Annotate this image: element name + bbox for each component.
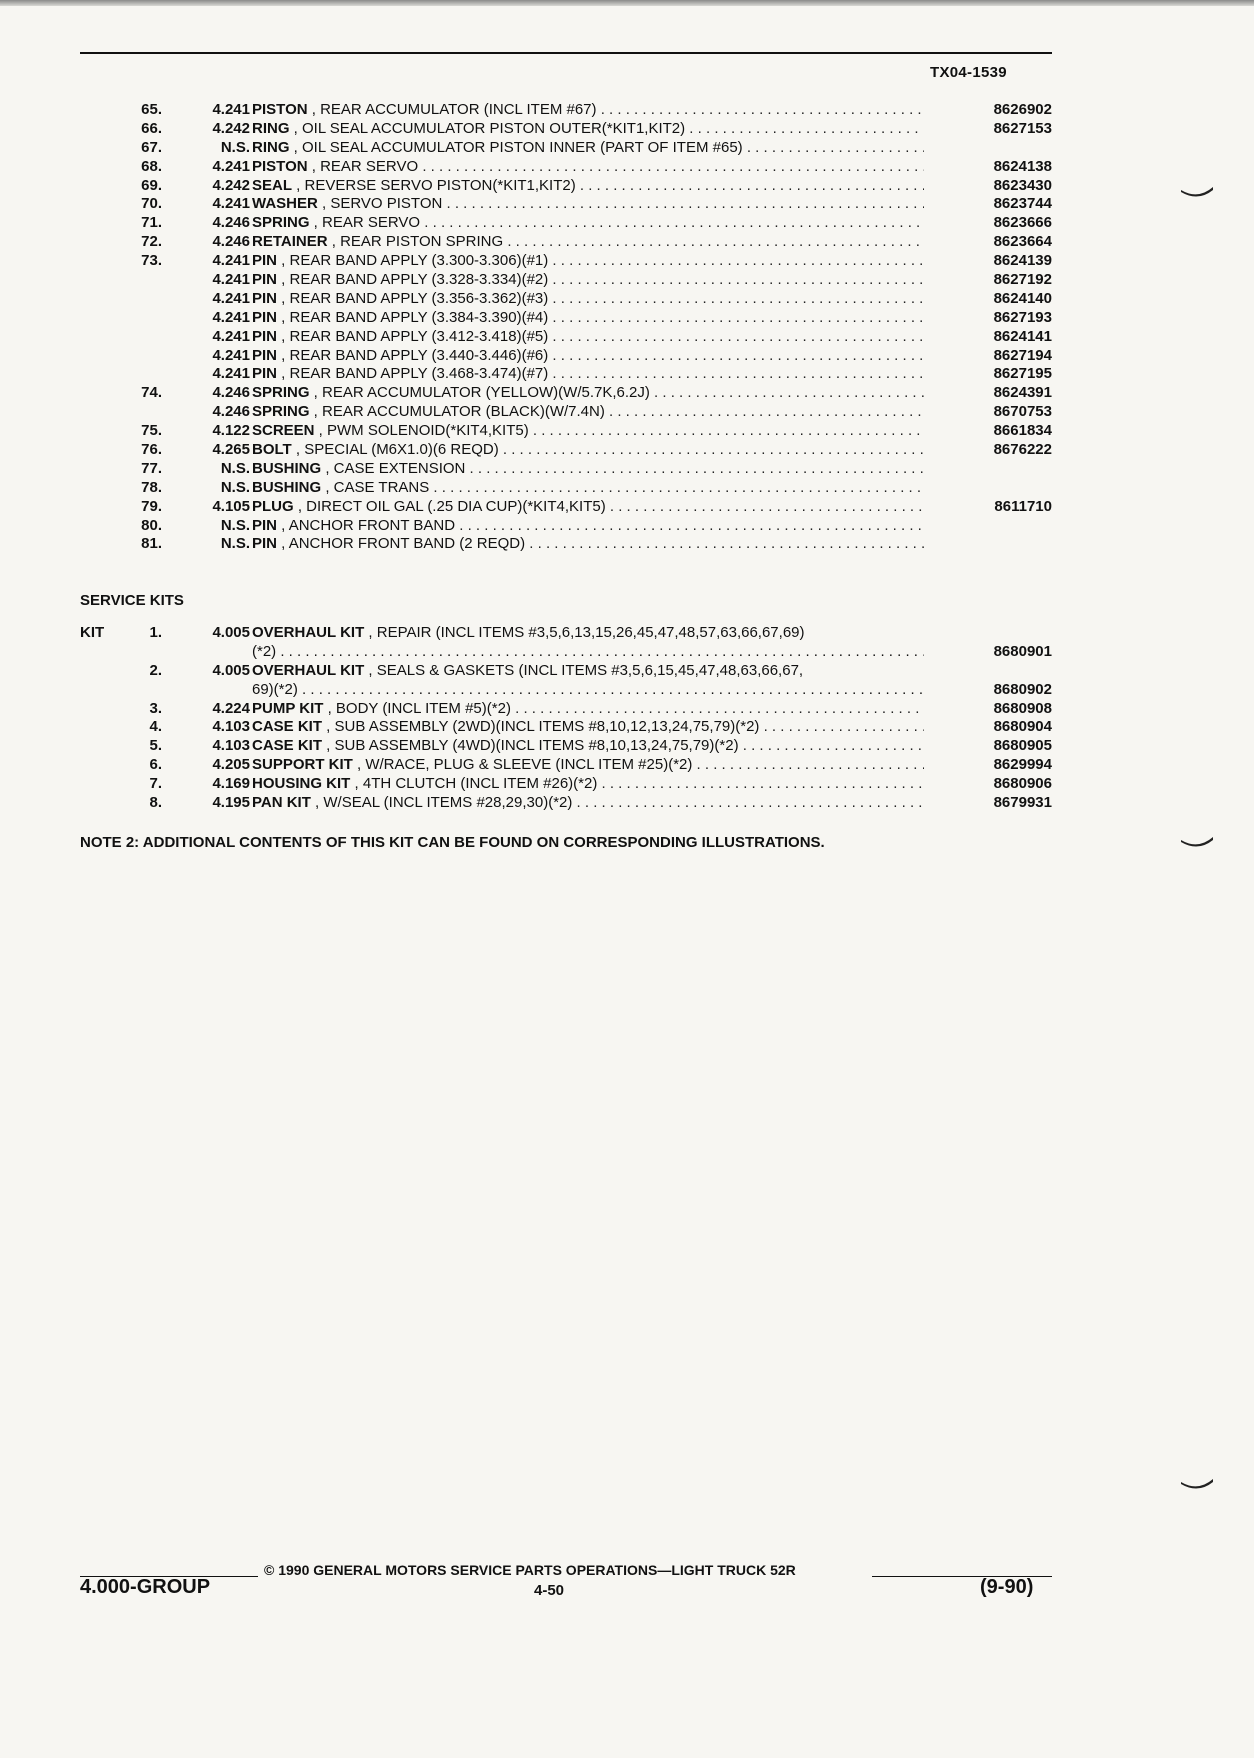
part-number: 8626902: [993, 101, 1052, 118]
part-number: 8670753: [993, 403, 1052, 421]
part-detail: , PWM SOLENOID(*KIT4,KIT5): [314, 422, 529, 440]
part-number: 8629994: [993, 756, 1052, 774]
item-number: 71.: [141, 214, 162, 232]
kit-number: 5.: [149, 737, 162, 755]
kit-number: 6.: [149, 756, 162, 774]
part-name: PISTON: [252, 157, 308, 175]
group-number: 4.205: [212, 756, 250, 774]
kit-detail: , 4TH CLUTCH (INCL ITEM #26)(*2): [350, 775, 598, 793]
kit-description: [252, 662, 924, 681]
part-name: RETAINER: [252, 233, 328, 251]
item-number: 65.: [141, 101, 162, 118]
item-number: 81.: [141, 535, 162, 553]
part-row: [80, 120, 1052, 139]
footer-copyright: © 1990 GENERAL MOTORS SERVICE PARTS OPERATIONS—LIGHT TRUCK 52R: [264, 1562, 796, 1578]
kit-name: PAN KIT: [252, 794, 311, 812]
part-detail: , SERVO PISTON: [317, 195, 443, 213]
kit-detail: , W/RACE, PLUG & SLEEVE (INCL ITEM #25)(*2): [352, 756, 693, 774]
group-number: 4.246: [212, 233, 250, 251]
part-detail: , REAR BAND APPLY (3.412-3.418)(#5): [277, 327, 549, 345]
item-number: 75.: [141, 422, 162, 440]
part-description: [252, 120, 924, 139]
group-number: 4.241: [212, 327, 250, 345]
part-number: 8624140: [993, 289, 1052, 307]
part-number: 8623430: [993, 176, 1052, 194]
part-row: [80, 195, 1052, 214]
part-description: [252, 441, 924, 460]
group-number: N.S.: [220, 478, 250, 496]
kit-number: 4.: [149, 718, 162, 736]
kit-detail: , REPAIR (INCL ITEMS #3,5,6,13,15,26,45,47,48,57,63,66,67,69): [364, 624, 805, 641]
part-description: [252, 214, 924, 233]
part-row: [80, 290, 1052, 309]
kit-label: KIT: [80, 624, 105, 641]
group-number: 4.241: [212, 101, 250, 118]
part-name: PIN: [252, 365, 278, 383]
part-detail: , CASE TRANS: [321, 478, 430, 496]
part-description: [252, 139, 924, 158]
kit-description: [252, 700, 924, 719]
part-detail: , REAR BAND APPLY (3.300-3.306)(#1): [277, 252, 549, 270]
part-detail: , DIRECT OIL GAL (.25 DIA CUP)(*KIT4,KIT5): [293, 497, 606, 515]
part-detail: , REAR BAND APPLY (3.384-3.390)(#4): [277, 308, 549, 326]
part-description: [252, 422, 924, 441]
part-description: [252, 365, 924, 384]
binder-hole-mark-icon: [1180, 186, 1214, 198]
kit-description: [252, 718, 924, 737]
part-name: SPRING: [252, 403, 310, 421]
kit-description: [252, 756, 924, 775]
part-row: [80, 460, 1052, 479]
part-name: BUSHING: [252, 459, 322, 477]
part-name: SPRING: [252, 214, 310, 232]
kit-number: 8.: [149, 794, 162, 812]
kit-row: [80, 700, 1052, 719]
item-number: 72.: [141, 233, 162, 251]
part-number: 8624138: [993, 157, 1052, 175]
part-name: PIN: [252, 516, 278, 534]
group-number: 4.241: [212, 346, 250, 364]
part-detail: , REVERSE SERVO PISTON(*KIT1,KIT2): [292, 176, 576, 194]
group-number: 4.241: [212, 308, 250, 326]
group-number: 4.242: [212, 176, 250, 194]
part-number: 8680905: [993, 737, 1052, 755]
part-number: 8661834: [993, 422, 1052, 440]
header-rule: [80, 52, 1052, 54]
part-description: [252, 271, 924, 290]
kit-row: [80, 624, 1052, 662]
part-description: [252, 195, 924, 214]
kit-name: CASE KIT: [252, 737, 323, 755]
part-description: [252, 252, 924, 271]
part-row: [80, 479, 1052, 498]
part-row: [80, 271, 1052, 290]
part-row: [80, 101, 1052, 120]
group-number: 4.241: [212, 157, 250, 175]
part-row: [80, 233, 1052, 252]
kit-description-continued: (*2) . . .: [252, 643, 924, 662]
part-detail: , REAR BAND APPLY (3.356-3.362)(#3): [277, 289, 549, 307]
group-number: 4.246: [212, 403, 250, 421]
part-name: PIN: [252, 346, 278, 364]
part-row: [80, 441, 1052, 460]
part-row: [80, 517, 1052, 536]
part-description: [252, 498, 924, 517]
item-number: 74.: [141, 384, 162, 402]
item-number: 79.: [141, 497, 162, 515]
part-row: [80, 214, 1052, 233]
kit-description: [252, 624, 924, 643]
part-detail: , REAR PISTON SPRING: [327, 233, 504, 251]
group-number: 4.122: [212, 422, 250, 440]
kit-number: 2.: [149, 661, 162, 679]
kit-row: [80, 794, 1052, 813]
part-number: 8624139: [993, 252, 1052, 270]
part-description: [252, 403, 924, 422]
part-detail: , REAR BAND APPLY (3.468-3.474)(#7): [277, 365, 549, 383]
part-description: [252, 460, 924, 479]
group-number: 4.241: [212, 365, 250, 383]
part-detail: , CASE EXTENSION: [321, 459, 466, 477]
part-name: SPRING: [252, 384, 310, 402]
part-detail: , OIL SEAL ACCUMULATOR PISTON OUTER(*KIT1,KIT2): [289, 119, 686, 137]
kit-name: PUMP KIT: [252, 699, 324, 717]
part-name: PLUG: [252, 497, 294, 515]
service-kits-heading: SERVICE KITS: [80, 592, 184, 609]
part-detail: , OIL SEAL ACCUMULATOR PISTON INNER (PART OF ITEM #65): [289, 138, 743, 156]
part-description: [252, 309, 924, 328]
group-number: 4.246: [212, 384, 250, 402]
part-number: 8680904: [993, 718, 1052, 736]
part-number: 8627194: [993, 346, 1052, 364]
item-number: 70.: [141, 195, 162, 213]
part-row: [80, 158, 1052, 177]
part-number: 8679931: [993, 794, 1052, 812]
kit-name: HOUSING KIT: [252, 775, 351, 793]
group-number: 4.241: [212, 252, 250, 270]
part-number: 8680901: [993, 642, 1052, 660]
part-detail: , REAR SERVO: [309, 214, 421, 232]
part-row: [80, 498, 1052, 517]
group-number: 4.005: [212, 624, 250, 641]
kit-description: [252, 794, 924, 813]
part-number: 8680906: [993, 775, 1052, 793]
part-detail: , REAR SERVO: [307, 157, 419, 175]
kit-description-continued: 69)(*2) . . .: [252, 681, 924, 700]
group-number: 4.169: [212, 775, 250, 793]
part-number: 8611710: [994, 497, 1052, 515]
page-top-edge: [0, 0, 1254, 6]
part-detail: , REAR ACCUMULATOR (BLACK)(W/7.4N): [309, 403, 605, 421]
group-number: 4.241: [212, 271, 250, 289]
group-number: 4.105: [212, 497, 250, 515]
part-number: 8627195: [993, 365, 1052, 383]
part-row: [80, 347, 1052, 366]
part-row: [80, 252, 1052, 271]
kit-name: CASE KIT: [252, 718, 323, 736]
part-number: 8627192: [993, 271, 1052, 289]
footer-revision-date: (9-90): [980, 1576, 1034, 1598]
kit-detail: , SEALS & GASKETS (INCL ITEMS #3,5,6,15,45,47,48,63,66,67,: [364, 661, 804, 679]
part-number: 8624391: [993, 384, 1052, 402]
part-name: PIN: [252, 308, 278, 326]
part-detail: , REAR BAND APPLY (3.440-3.446)(#6): [277, 346, 549, 364]
part-detail: , SPECIAL (M6X1.0)(6 REQD): [291, 441, 499, 459]
kit-description: [252, 737, 924, 756]
part-number: 8624141: [993, 327, 1052, 345]
part-detail: , REAR BAND APPLY (3.328-3.334)(#2): [277, 271, 549, 289]
part-row: [80, 365, 1052, 384]
kit-row: [80, 718, 1052, 737]
part-row: [80, 177, 1052, 196]
group-number: 4.265: [212, 441, 250, 459]
part-description: [252, 290, 924, 309]
part-description: [252, 328, 924, 347]
group-number: 4.241: [212, 289, 250, 307]
part-name: SEAL: [252, 176, 293, 194]
part-name: PIN: [252, 271, 278, 289]
part-name: PISTON: [252, 101, 308, 118]
kit-row: [80, 775, 1052, 794]
part-description: [252, 479, 924, 498]
group-number: 4.195: [212, 794, 250, 812]
group-number: 4.242: [212, 119, 250, 137]
group-number: 4.246: [212, 214, 250, 232]
item-number: 69.: [141, 176, 162, 194]
service-kits-list: [80, 624, 1052, 813]
kit-row: [80, 662, 1052, 700]
item-number: 78.: [141, 478, 162, 496]
part-name: PIN: [252, 289, 278, 307]
kit-number: 1.: [149, 624, 162, 641]
part-number: 8680908: [993, 699, 1052, 717]
part-row: [80, 328, 1052, 347]
kit-row: [80, 737, 1052, 756]
item-number: 68.: [141, 157, 162, 175]
group-number: N.S.: [220, 459, 250, 477]
item-number: 66.: [141, 119, 162, 137]
part-number: 8627153: [993, 119, 1052, 137]
group-number: N.S.: [220, 516, 250, 534]
part-name: PIN: [252, 535, 278, 553]
kit-detail: , W/SEAL (INCL ITEMS #28,29,30)(*2): [310, 794, 573, 812]
binder-hole-mark-icon: [1180, 836, 1214, 848]
part-detail: , ANCHOR FRONT BAND (2 REQD): [277, 535, 526, 553]
part-description: [252, 101, 924, 120]
group-number: N.S.: [220, 535, 250, 553]
part-number: 8627193: [993, 308, 1052, 326]
part-name: PIN: [252, 327, 278, 345]
part-row: [80, 422, 1052, 441]
part-name: SCREEN: [252, 422, 315, 440]
kit-description: [252, 775, 924, 794]
kit-name: OVERHAUL KIT: [252, 624, 365, 641]
group-number: N.S.: [220, 138, 250, 156]
part-description: [252, 347, 924, 366]
part-description: [252, 535, 924, 554]
item-number: 73.: [141, 252, 162, 270]
part-description: [252, 177, 924, 196]
part-detail: , REAR ACCUMULATOR (INCL ITEM #67): [307, 101, 597, 118]
item-number: 77.: [141, 459, 162, 477]
footer-group-label: 4.000-GROUP: [80, 1576, 211, 1598]
kit-detail: , SUB ASSEMBLY (2WD)(INCL ITEMS #8,10,12,13,24,75,79)(*2): [322, 718, 760, 736]
group-number: 4.241: [212, 195, 250, 213]
note-text: NOTE 2: ADDITIONAL CONTENTS OF THIS KIT CAN BE FOUND ON CORRESPONDING ILLUSTRATIONS.: [80, 834, 825, 851]
part-detail: , ANCHOR FRONT BAND: [277, 516, 456, 534]
part-description: [252, 517, 924, 536]
kit-number: 3.: [149, 699, 162, 717]
part-row: [80, 384, 1052, 403]
part-number: 8676222: [993, 441, 1052, 459]
part-number: 8623744: [993, 195, 1052, 213]
part-number: 8680902: [993, 680, 1052, 698]
part-row: [80, 403, 1052, 422]
item-number: 76.: [141, 441, 162, 459]
group-number: 4.103: [212, 718, 250, 736]
part-description: [252, 158, 924, 177]
part-description: [252, 233, 924, 252]
kit-name: OVERHAUL KIT: [252, 661, 365, 679]
part-row: [80, 309, 1052, 328]
parts-list: [80, 101, 1052, 554]
part-row: [80, 139, 1052, 158]
part-name: WASHER: [252, 195, 318, 213]
part-number: 8623666: [993, 214, 1052, 232]
part-name: RING: [252, 119, 290, 137]
kit-row: [80, 756, 1052, 775]
part-name: BUSHING: [252, 478, 322, 496]
item-number: 80.: [141, 516, 162, 534]
part-name: RING: [252, 138, 290, 156]
item-number: 67.: [141, 138, 162, 156]
group-number: 4.005: [212, 661, 250, 679]
part-number: 8623664: [993, 233, 1052, 251]
kit-number: 7.: [149, 775, 162, 793]
group-number: 4.103: [212, 737, 250, 755]
kit-detail: , SUB ASSEMBLY (4WD)(INCL ITEMS #8,10,13,24,75,79)(*2): [322, 737, 739, 755]
part-detail: , REAR ACCUMULATOR (YELLOW)(W/5.7K,6.2J): [309, 384, 650, 402]
part-row: [80, 535, 1052, 554]
kit-name: SUPPORT KIT: [252, 756, 353, 774]
group-number: 4.224: [212, 699, 250, 717]
part-description: [252, 384, 924, 403]
document-code: TX04-1539: [930, 64, 1007, 81]
part-name: BOLT: [252, 441, 292, 459]
kit-detail: , BODY (INCL ITEM #5)(*2): [323, 699, 511, 717]
part-name: PIN: [252, 252, 278, 270]
binder-hole-mark-icon: [1180, 1478, 1214, 1490]
footer-page-number: 4-50: [534, 1582, 565, 1599]
